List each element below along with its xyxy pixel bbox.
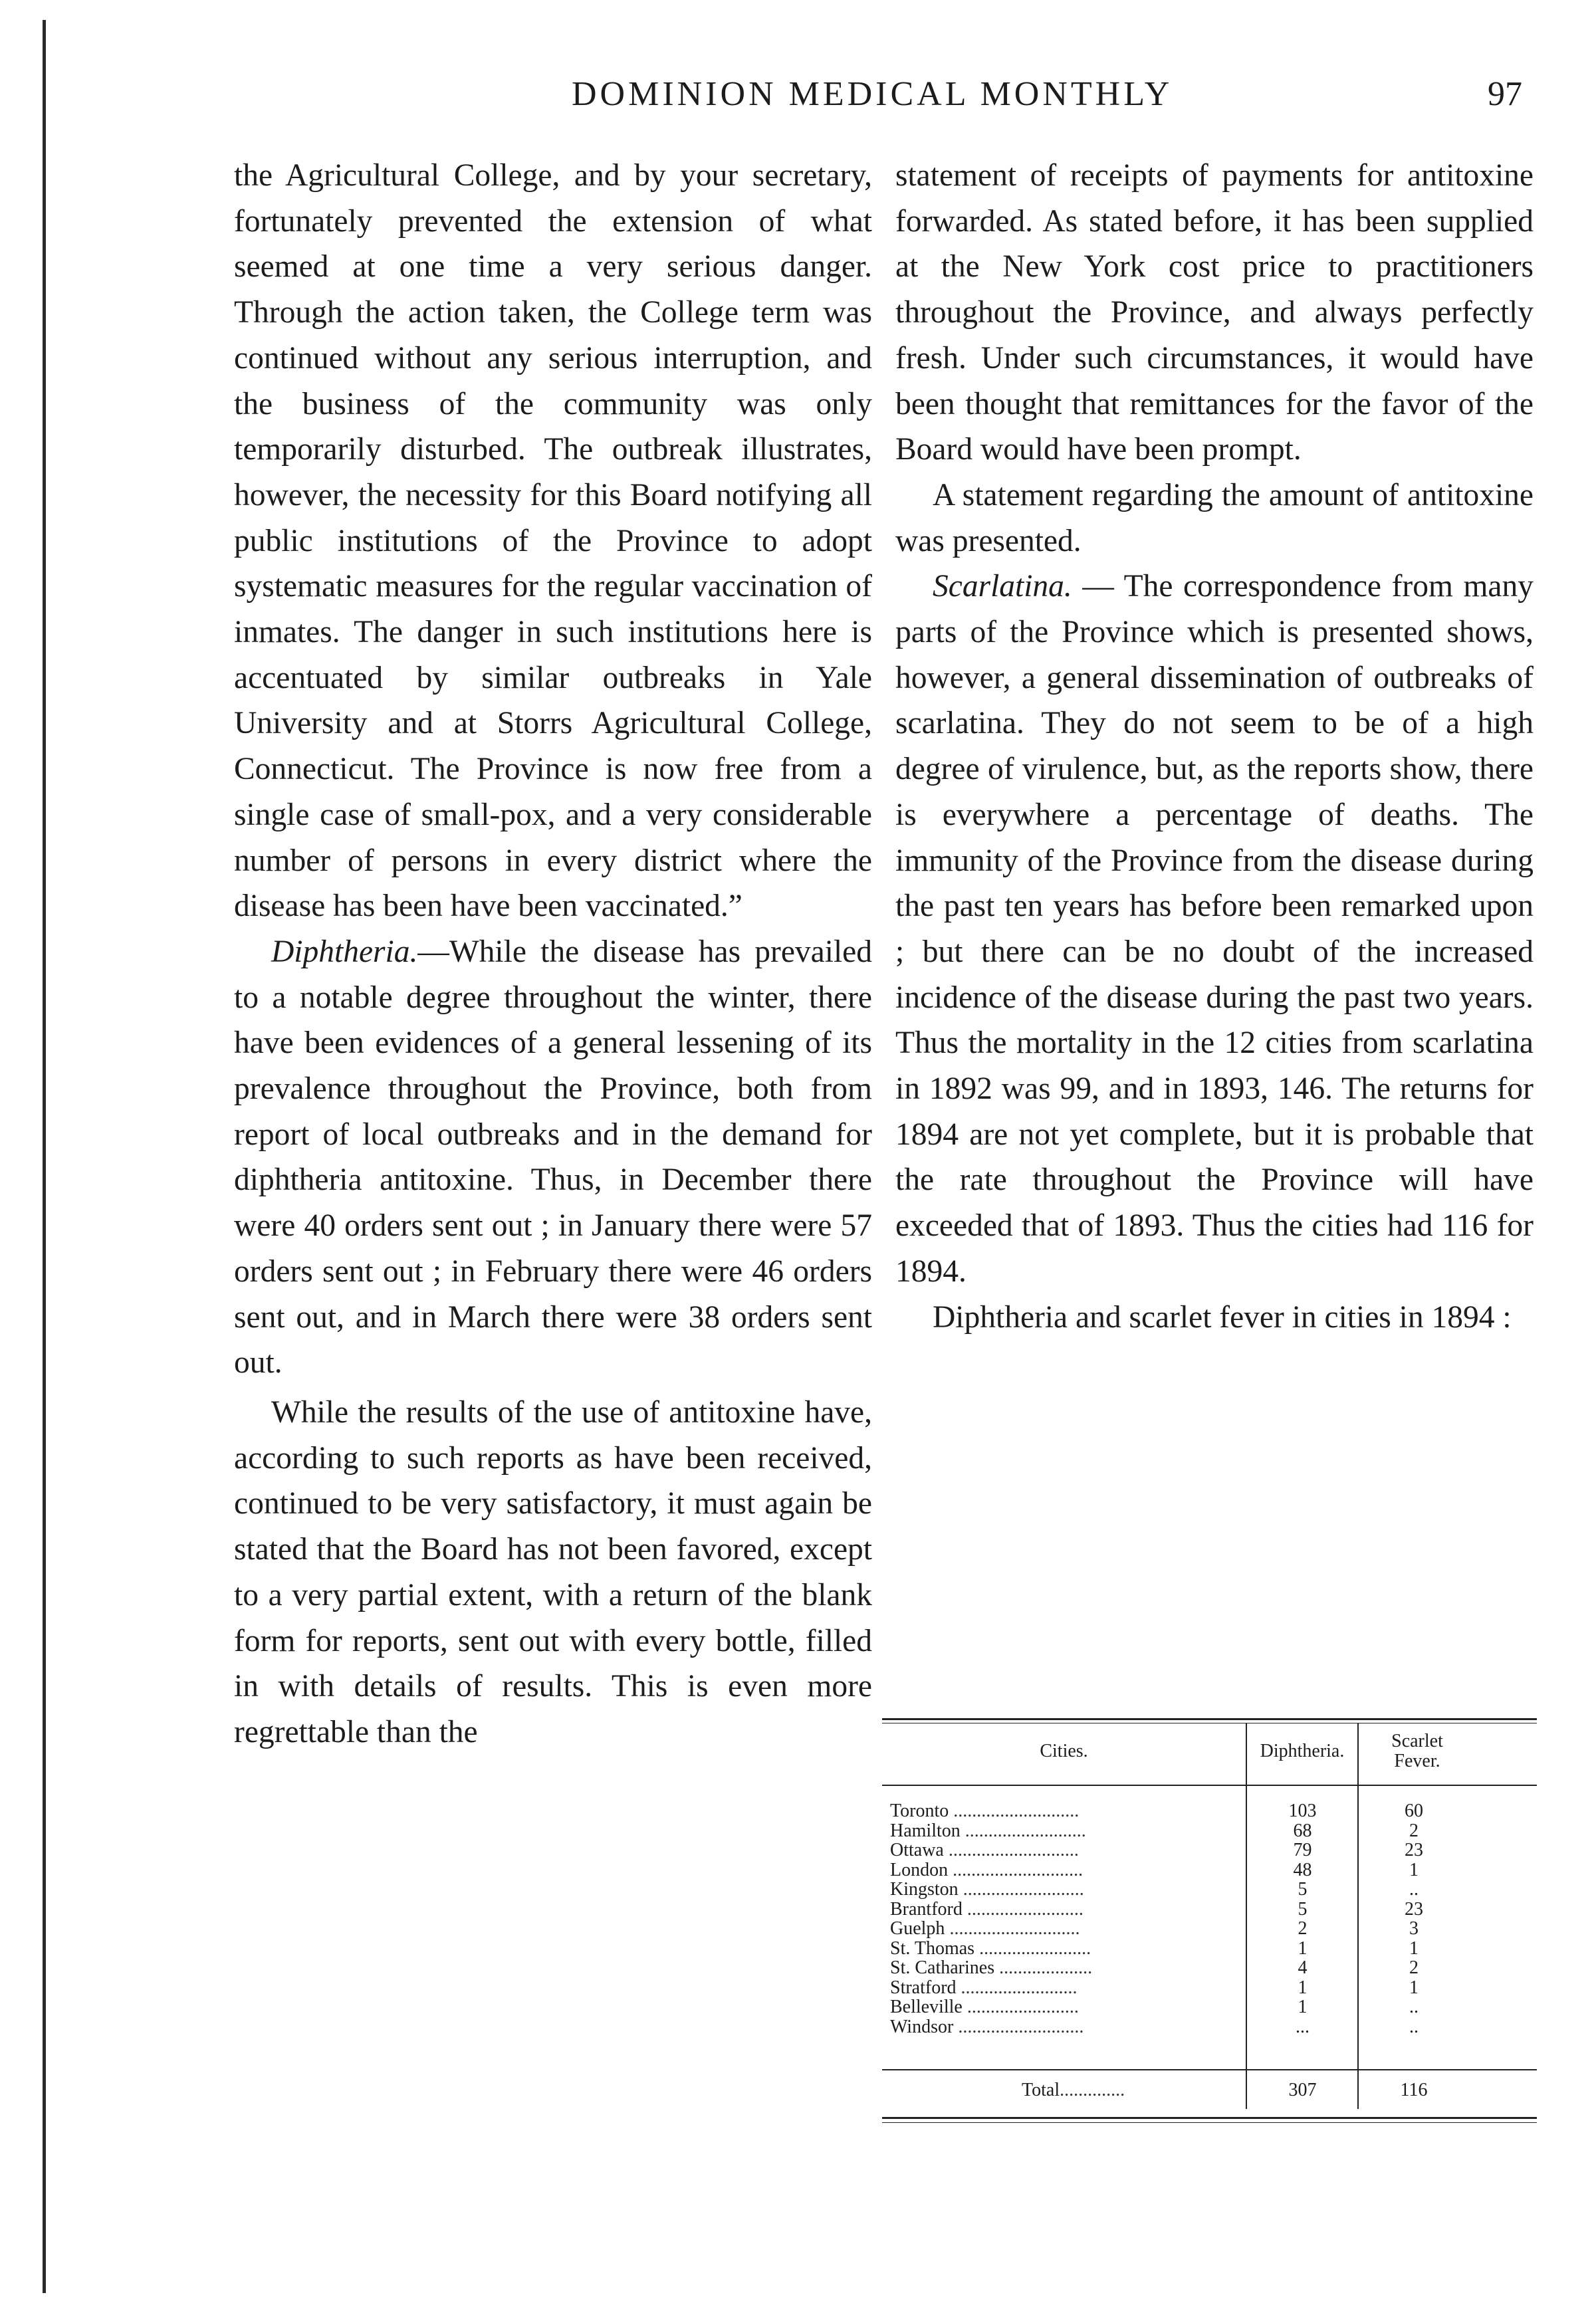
paragraph: A statement regarding the amount of antitoxine was presented. — [895, 477, 1534, 558]
total-scarlet: 116 — [1400, 2080, 1428, 2100]
table-cell-diphtheria: 1 — [1298, 1937, 1308, 1959]
paragraph-diphtheria — [234, 929, 872, 1386]
total-rule — [882, 2069, 1537, 2070]
paragraph: statement of receipts of payments for antitoxine forwarded. As stated before, it has been supplied at the New York cost price to practitioners throughout the Province, and always perfectly fresh. Under such circumstances, it would have been thought that remittances for the favor of the Board would have been prompt. — [895, 158, 1534, 467]
table-top-rule — [882, 1718, 1537, 1720]
table-row-city — [890, 1997, 1242, 2017]
leader-dots: .......................... — [960, 1821, 1086, 1840]
city-name: Windsor — [890, 2017, 954, 2037]
section-heading-scarlatina: Scarlatina. — [933, 569, 1072, 604]
table-cell-diphtheria: 68 — [1293, 1820, 1312, 1841]
paragraph: While the results of the use of antitoxine have, according to such reports as have been received, continued to be very satisfactory, it must again be stated that the Board has not been favored, except to a very partial extent, with a return of the blank form for reports, sent out with every bottle, filled in with details of results. This is even more regrettable than the — [234, 1394, 872, 1749]
city-name: St. Catharines — [890, 1958, 995, 1978]
table-cell-diphtheria: 1 — [1298, 1977, 1308, 1998]
table-bottom-rule-thin — [882, 2122, 1537, 2123]
table-cell-diphtheria: 48 — [1293, 1859, 1312, 1880]
leader-dots: ......................... — [962, 1899, 1083, 1919]
table-cell-scarlet: 60 — [1405, 1801, 1423, 1821]
page-margin-rule — [43, 20, 46, 2293]
city-name: Ottawa — [890, 1840, 944, 1860]
table-cell-diphtheria: ... — [1296, 2016, 1310, 2037]
leader-dots: ........................ — [962, 1997, 1079, 2017]
table-cell-scarlet: .. — [1409, 1879, 1419, 1900]
city-name: Kingston — [890, 1880, 959, 1900]
leader-dots: ......................... — [956, 1977, 1078, 1997]
running-title: DOMINION MEDICAL MONTHLY — [572, 75, 1173, 113]
leader-dots: ........................... — [949, 1801, 1080, 1821]
city-name: Toronto — [890, 1801, 949, 1821]
table-row-city — [890, 2017, 1242, 2037]
table-cell-scarlet: 1 — [1409, 1859, 1419, 1880]
paragraph: the Agricultural College, and by your secretary, fortunately prevented the extension of what seemed at one time a very serious danger. Through the action taken, the College term was continued without any serious interruption, and the business of the community was only temporarily disturbed. The outbreak illustrates, however, the necessity for this Board notifying all public institutions of the Province to adopt systematic measures for the regular vaccination of inmates. The danger in such institutions here is accentuated by similar outbreaks in Yale University and at Storrs Agricultural College, Connecticut. The Province is now free from a single case of small-pox, and a very considerable number of persons in every district where the disease has been have been vaccinated.” — [234, 158, 872, 924]
table-row-city — [890, 1900, 1242, 1920]
table-cell-diphtheria: 4 — [1298, 1957, 1308, 1978]
table-cell-diphtheria: 103 — [1288, 1801, 1317, 1821]
leader-dots: .............. — [1060, 2080, 1125, 2100]
leader-dots: ........................... — [953, 2017, 1084, 2037]
table-cell-scarlet: .. — [1409, 1997, 1419, 2017]
table-row-city — [890, 1840, 1242, 1860]
city-name: St. Thomas — [890, 1938, 975, 1958]
leader-dots: ........................ — [974, 1938, 1091, 1958]
paragraph-scarlatina — [895, 564, 1534, 1294]
header-scarlet-fever: Scarlet Fever. — [1391, 1731, 1443, 1771]
header-cities: Cities. — [1040, 1741, 1088, 1761]
table-cell-scarlet: 1 — [1409, 1937, 1419, 1959]
table-row-city — [890, 1939, 1242, 1959]
table-row-city — [890, 1860, 1242, 1880]
table-cell-diphtheria: 5 — [1298, 1879, 1308, 1900]
section-heading-diphtheria: Diphtheria. — [271, 934, 418, 969]
total-label: Total — [1022, 2080, 1060, 2100]
table-bottom-rule — [882, 2117, 1537, 2119]
table-cell-diphtheria: 79 — [1293, 1840, 1312, 1860]
table-cell-scarlet: 23 — [1405, 1898, 1423, 1920]
table-row-city — [890, 1821, 1242, 1841]
column-divider — [1357, 1723, 1359, 2109]
table-cell-scarlet: 3 — [1409, 1918, 1419, 1939]
table-row-city — [890, 1880, 1242, 1900]
city-name: Guelph — [890, 1919, 945, 1939]
paragraph: Diphtheria and scarlet fever in cities in 1894 : — [933, 1299, 1512, 1335]
left-column — [234, 153, 872, 1755]
table-row-city — [890, 1958, 1242, 1978]
city-disease-table — [882, 1718, 1537, 2144]
city-name: Brantford — [890, 1899, 963, 1919]
table-cell-scarlet: .. — [1409, 2016, 1419, 2037]
header-diphtheria: Diphtheria. — [1260, 1741, 1345, 1761]
page-number: 97 — [1488, 75, 1522, 113]
total-label-cell — [1022, 2080, 1125, 2100]
table-cell-scarlet: 23 — [1405, 1840, 1423, 1860]
table-row-city — [890, 1801, 1242, 1821]
leader-dots: ............................ — [945, 1919, 1080, 1939]
table-cell-diphtheria: 5 — [1298, 1898, 1308, 1920]
right-column — [895, 153, 1534, 1340]
table-cell-diphtheria: 1 — [1298, 1997, 1308, 2017]
paragraph-text: —While the disease has prevailed to a notable degree throughout the winter, there have been evidences of a general lessening of its prevalence throughout the Province, both from report of local outbreaks and in the demand for diphtheria antitoxine. Thus, in December there were 40 orders sent out ; in January there were 57 orders sent out ; in February there were 46 orders sent out, and in March there were 38 orders sent out. — [234, 934, 872, 1381]
table-cell-diphtheria: 2 — [1298, 1918, 1308, 1939]
page-header — [226, 74, 1522, 128]
total-diphtheria: 307 — [1288, 2080, 1317, 2100]
paragraph-text: — The correspondence from many parts of the Province which is presented shows, however, a general dissemination of outbreaks of scarlatina. They do not seem to be of a high degree of virulence, but, as the reports show, there is everywhere a percentage of deaths. The immunity of the Province from the disease during the past ten years has before been remarked upon ; but there can be no doubt of the increased incidence of the disease during the past two years. Thus the mortality in the 12 cities from scarlatina in 1892 was 99, and in 1893, 146. The returns for 1894 are not yet complete, but it is probable that the rate throughout the Province will have exceeded that of 1893. Thus the cities had 116 for 1894. — [895, 569, 1534, 1289]
header-rule — [882, 1785, 1537, 1786]
city-name: London — [890, 1860, 949, 1880]
table-row-city — [890, 1919, 1242, 1939]
city-name: Hamilton — [890, 1821, 961, 1840]
column-divider — [1246, 1723, 1247, 2109]
table-row-city — [890, 1978, 1242, 1998]
city-name: Stratford — [890, 1977, 957, 1997]
leader-dots: .................... — [994, 1958, 1093, 1978]
table-cell-scarlet: 2 — [1409, 1957, 1419, 1978]
table-cell-scarlet: 1 — [1409, 1977, 1419, 1998]
table-cell-scarlet: 2 — [1409, 1820, 1419, 1841]
leader-dots: ............................ — [943, 1840, 1079, 1860]
leader-dots: ............................ — [948, 1860, 1083, 1880]
leader-dots: .......................... — [958, 1880, 1084, 1900]
city-name: Belleville — [890, 1997, 963, 2017]
